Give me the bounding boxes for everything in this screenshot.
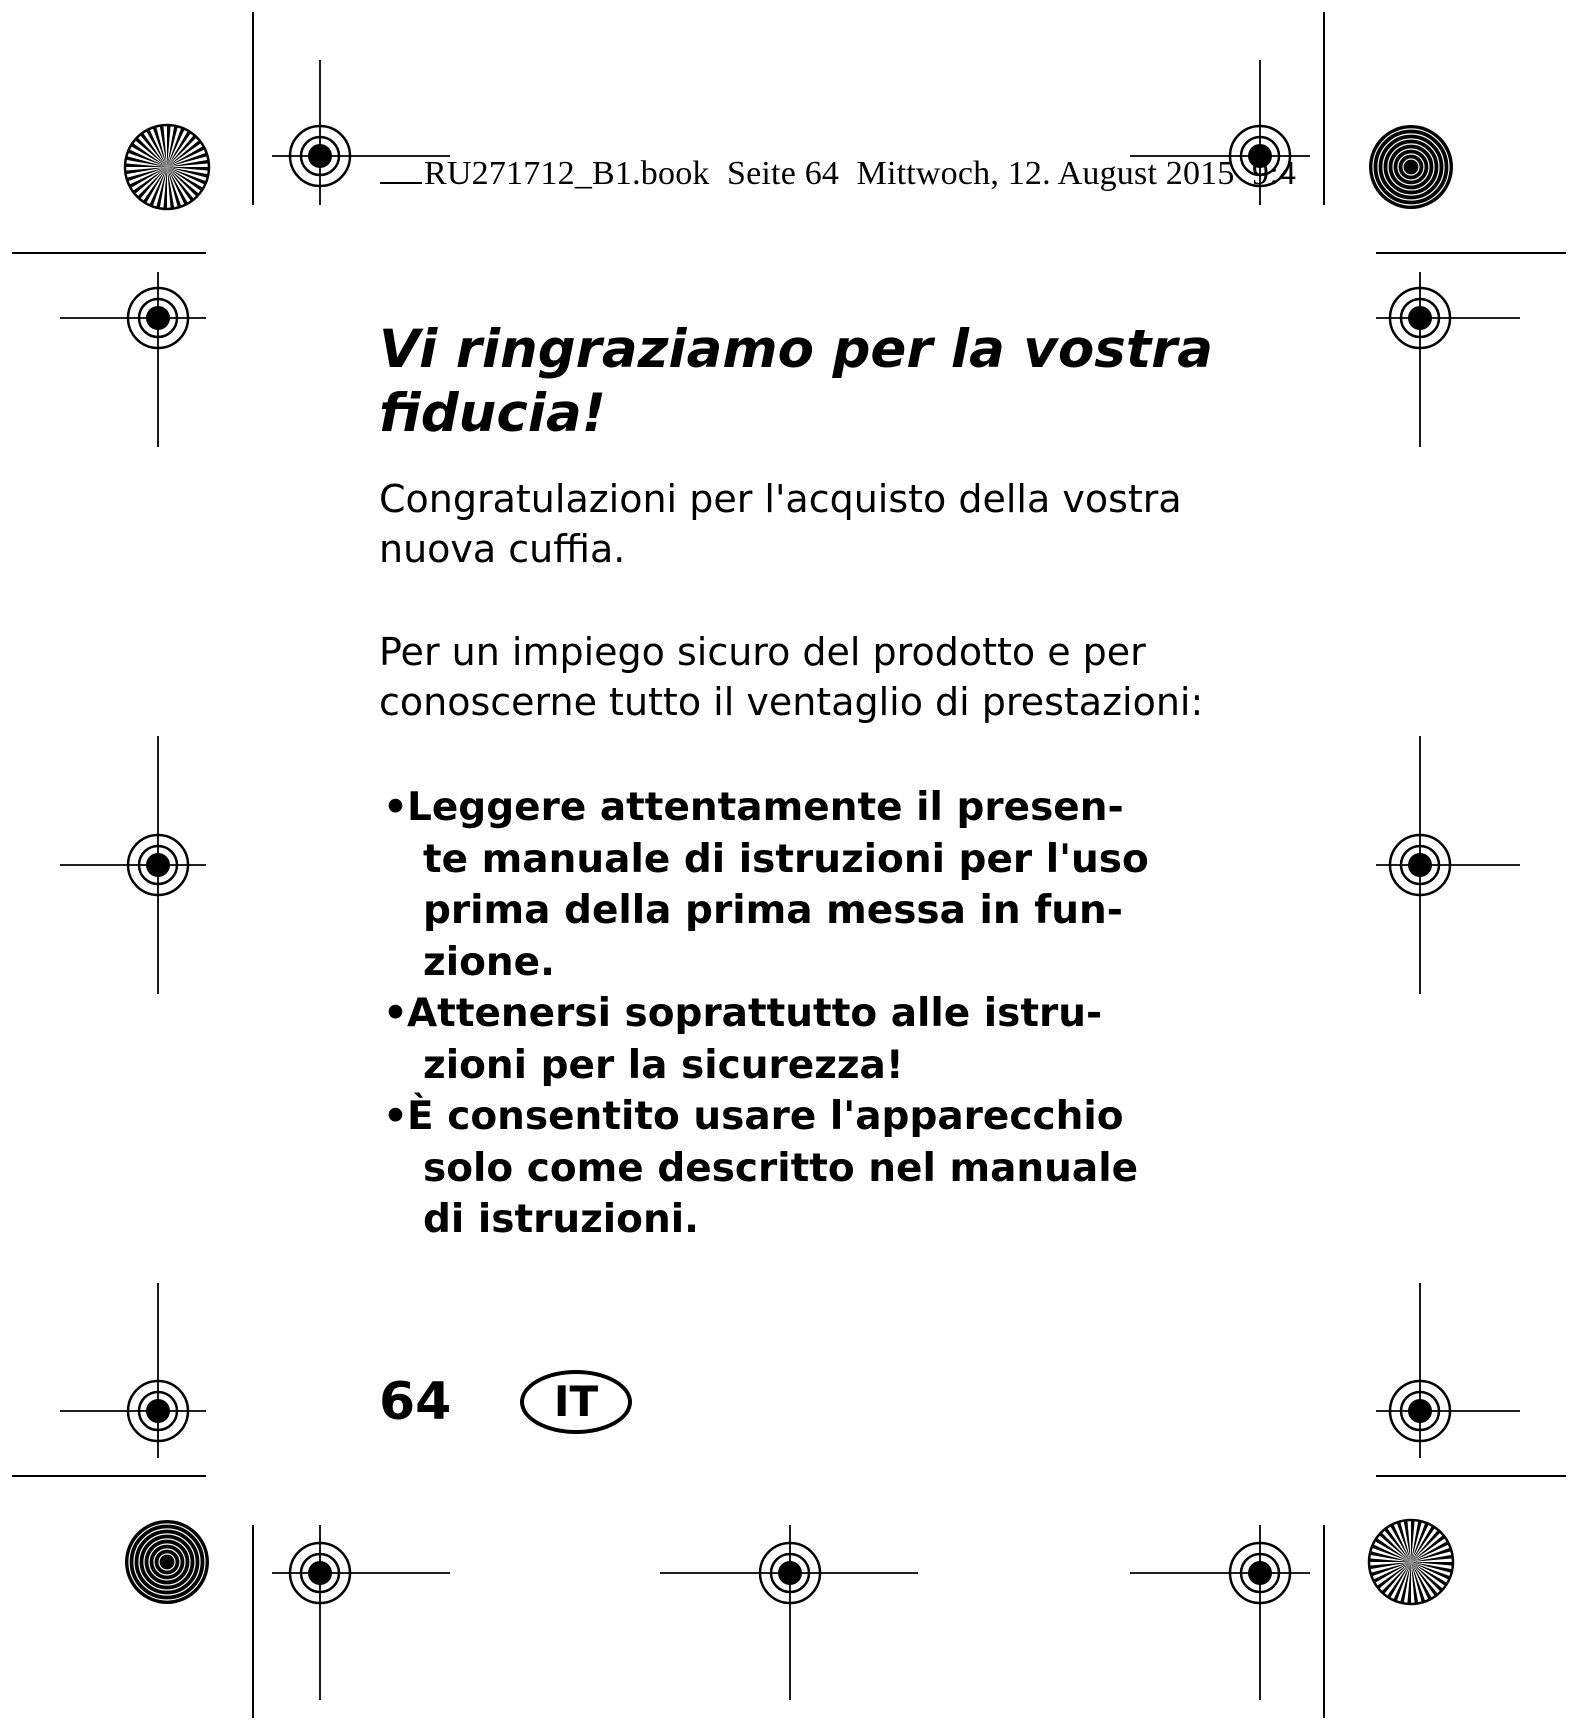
star-target-bottom-right (1369, 1520, 1453, 1604)
language-code: IT (553, 1377, 599, 1426)
list-item-line: prima della prima messa in fun- (423, 888, 1123, 933)
intro-line: nuova cuffia. (379, 527, 626, 571)
bullet-icon: • (383, 785, 408, 830)
list-item (379, 988, 1239, 1091)
intro-paragraph (379, 474, 1199, 574)
bullet-icon: • (383, 1094, 408, 1139)
title-line: fiducia! (379, 383, 606, 444)
title-line: Vi ringraziamo per la vostra (379, 319, 1214, 380)
list-item-line: Attenersi soprattutto alle istru- (407, 991, 1103, 1036)
list-item (379, 782, 1239, 988)
list-item-line: solo come descritto nel manuale (423, 1145, 1139, 1191)
list-item-line: zione. (423, 939, 555, 985)
list-item-line: È consentito usare l'apparecchio (407, 1094, 1124, 1139)
slug-file: RU271712_B1.book (424, 155, 710, 192)
list-item-line: Leggere attentamente il presen- (407, 785, 1124, 830)
star-target-top-left (125, 125, 209, 209)
page-number: 64 (379, 1372, 452, 1432)
page-title (379, 318, 1219, 446)
concentric-target-bottom-left (125, 1520, 209, 1604)
print-slug (380, 152, 1380, 194)
intro-line: Congratulazioni per l'acquisto della vostra (379, 477, 1182, 521)
lead-in-paragraph (379, 627, 1204, 727)
instructions-list (379, 782, 1239, 1246)
language-badge (520, 1370, 632, 1434)
slug-page-ref: Seite 64 (727, 155, 840, 192)
list-item-line: di istruzioni. (423, 1197, 699, 1242)
list-item-line: zioni per la sicurezza! (423, 1042, 904, 1088)
lead-in-line: Per un impiego sicuro del prodotto e per (379, 630, 1146, 674)
slug-date: Mittwoch, 12. August 2015 (856, 155, 1235, 192)
concentric-target-top-right (1369, 125, 1453, 209)
lead-in-line: conoscerne tutto il ventaglio di prestazioni: (379, 680, 1204, 724)
list-item (379, 1091, 1239, 1246)
bullet-icon: • (383, 991, 408, 1036)
slug-time: 9:4 (1252, 155, 1297, 192)
list-item-line: te manuale di istruzioni per l'uso (423, 836, 1149, 882)
slug-underline (380, 152, 422, 184)
